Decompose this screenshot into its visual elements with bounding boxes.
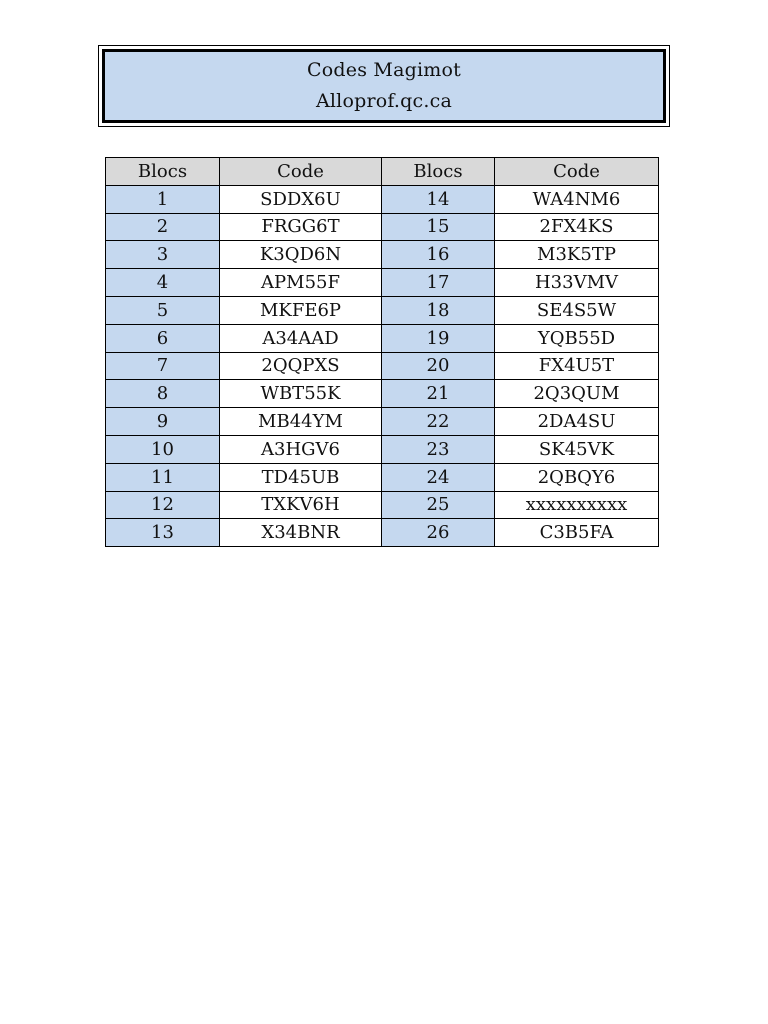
- table-row: [106, 463, 659, 491]
- table-row: [106, 380, 659, 408]
- bloc-number-cell: 1: [106, 185, 220, 213]
- bloc-number-cell: 26: [382, 519, 495, 547]
- table-header-row: [106, 158, 659, 186]
- document-subtitle: Alloprof.qc.ca: [315, 90, 452, 112]
- code-cell: 2QQPXS: [220, 352, 382, 380]
- document-title: Codes Magimot: [307, 59, 461, 81]
- table-row: [106, 408, 659, 436]
- bloc-number-cell: 20: [382, 352, 495, 380]
- code-cell: H33VMV: [495, 269, 659, 297]
- bloc-number-cell: 25: [382, 491, 495, 519]
- code-cell: WBT55K: [220, 380, 382, 408]
- code-cell: SDDX6U: [220, 185, 382, 213]
- bloc-number-cell: 14: [382, 185, 495, 213]
- header-code: Code: [495, 158, 659, 186]
- code-cell: 2FX4KS: [495, 213, 659, 241]
- header-code: Code: [220, 158, 382, 186]
- bloc-number-cell: 19: [382, 324, 495, 352]
- bloc-number-cell: 12: [106, 491, 220, 519]
- bloc-number-cell: 16: [382, 241, 495, 269]
- header-blocs: Blocs: [106, 158, 220, 186]
- table-row: [106, 296, 659, 324]
- table-row: [106, 213, 659, 241]
- title-inner: [102, 49, 666, 123]
- table-row: [106, 352, 659, 380]
- bloc-number-cell: 3: [106, 241, 220, 269]
- code-cell: MKFE6P: [220, 296, 382, 324]
- bloc-number-cell: 4: [106, 269, 220, 297]
- code-cell: M3K5TP: [495, 241, 659, 269]
- table-row: [106, 324, 659, 352]
- code-cell: FRGG6T: [220, 213, 382, 241]
- bloc-number-cell: 21: [382, 380, 495, 408]
- codes-table: [105, 157, 659, 547]
- bloc-number-cell: 24: [382, 463, 495, 491]
- code-cell: SK45VK: [495, 435, 659, 463]
- code-cell: SE4S5W: [495, 296, 659, 324]
- code-cell: X34BNR: [220, 519, 382, 547]
- code-cell: WA4NM6: [495, 185, 659, 213]
- bloc-number-cell: 18: [382, 296, 495, 324]
- header-blocs: Blocs: [382, 158, 495, 186]
- bloc-number-cell: 11: [106, 463, 220, 491]
- bloc-number-cell: 23: [382, 435, 495, 463]
- bloc-number-cell: 5: [106, 296, 220, 324]
- bloc-number-cell: 6: [106, 324, 220, 352]
- code-cell: A3HGV6: [220, 435, 382, 463]
- code-cell: TXKV6H: [220, 491, 382, 519]
- code-cell: FX4U5T: [495, 352, 659, 380]
- table-row: [106, 269, 659, 297]
- code-cell: APM55F: [220, 269, 382, 297]
- table-row: [106, 519, 659, 547]
- bloc-number-cell: 13: [106, 519, 220, 547]
- code-cell: 2DA4SU: [495, 408, 659, 436]
- bloc-number-cell: 8: [106, 380, 220, 408]
- bloc-number-cell: 15: [382, 213, 495, 241]
- bloc-number-cell: 10: [106, 435, 220, 463]
- title-box: [98, 45, 670, 127]
- code-cell: MB44YM: [220, 408, 382, 436]
- code-cell: xxxxxxxxxx: [495, 491, 659, 519]
- bloc-number-cell: 2: [106, 213, 220, 241]
- bloc-number-cell: 9: [106, 408, 220, 436]
- code-cell: K3QD6N: [220, 241, 382, 269]
- code-cell: C3B5FA: [495, 519, 659, 547]
- bloc-number-cell: 7: [106, 352, 220, 380]
- table-row: [106, 435, 659, 463]
- bloc-number-cell: 17: [382, 269, 495, 297]
- table-body: [106, 185, 659, 546]
- code-cell: A34AAD: [220, 324, 382, 352]
- table-row: [106, 491, 659, 519]
- code-cell: 2QBQY6: [495, 463, 659, 491]
- bloc-number-cell: 22: [382, 408, 495, 436]
- table-row: [106, 241, 659, 269]
- code-cell: 2Q3QUM: [495, 380, 659, 408]
- code-cell: TD45UB: [220, 463, 382, 491]
- table-row: [106, 185, 659, 213]
- code-cell: YQB55D: [495, 324, 659, 352]
